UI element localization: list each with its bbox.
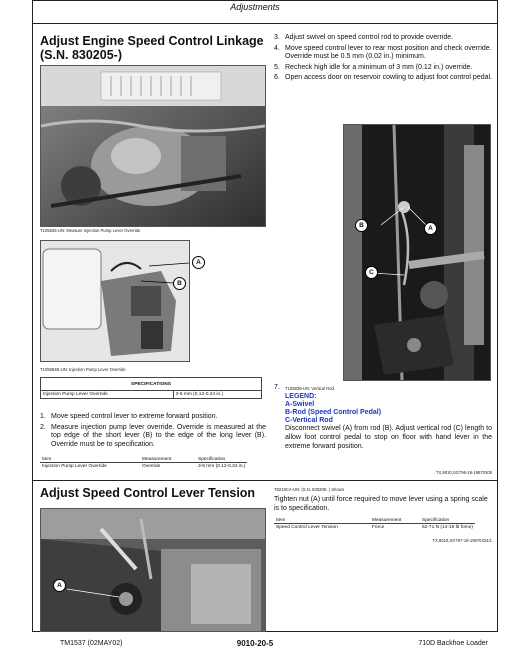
callout-c-photo3: C	[365, 266, 378, 279]
photo-speed-control-lever-art	[41, 509, 265, 631]
step-text: Open access door on reservoir cowling to adjust foot control pedal.	[285, 74, 493, 82]
list-item	[40, 413, 266, 422]
photo-injection-pump-override	[40, 240, 190, 362]
spec-box-item: Injection Pump Lever Override	[41, 391, 174, 399]
left-steps-list	[40, 413, 266, 451]
legend-item: A-Swivel	[285, 400, 315, 408]
left-mini-spec	[40, 456, 247, 469]
list-item	[40, 424, 266, 450]
footer-center: 9010-20-5	[236, 639, 274, 648]
step-text: Move speed control lever to extreme forward position.	[51, 413, 218, 420]
step-number: 6.	[274, 74, 280, 82]
list-item	[274, 64, 492, 73]
callout-a-section2: A	[53, 579, 66, 592]
section1-title-line2: (S.N. 830205-)	[40, 48, 122, 62]
callout-b-photo3: B	[355, 219, 368, 232]
mini-spec-item: Injection Pump Lever Override	[42, 463, 107, 469]
mini-spec-header-measurement: Measurement	[370, 517, 420, 524]
photo4-caption: T8219CA-UN: (S.N. 830205- ) Shown	[274, 487, 345, 492]
callout-b-photo2: B	[173, 277, 186, 290]
footer-left: TM1537 (02MAY02)	[60, 640, 123, 647]
section2-text: Tighten nut (A) until force required to move lever using a spring scale is to specification.	[274, 496, 488, 512]
header-title: Adjustments	[230, 2, 280, 12]
mini-spec-header-specification: Specification	[196, 456, 247, 463]
photo2-caption: T105964B-UN: Injection Pump Lever Override	[40, 367, 126, 372]
mini-spec-specification: 62-71 N (14-16 lb force)	[422, 524, 473, 530]
spec-box-value: 3-6 mm (0.12-0.24 in.)	[173, 391, 261, 399]
mini-spec-specification: 3-6 mm (0.12-0.24 in.)	[198, 463, 246, 469]
section1-title-line1: Adjust Engine Speed Control Linkage	[40, 34, 264, 48]
legend-item: C-Vertical Rod	[285, 417, 333, 425]
mini-spec-measurement: Force	[372, 524, 385, 530]
photo-measure-injection-pump	[40, 65, 266, 227]
section1-title	[40, 34, 270, 62]
photo-speed-control-lever	[40, 508, 266, 632]
step-number: 1.	[40, 413, 46, 420]
ref-code-section2: TX,9010,SG797-19-19970424/1	[432, 538, 492, 543]
mini-spec-header-item: Item	[40, 456, 140, 463]
mini-spec-header-item: Item	[274, 517, 370, 524]
photo-vertical-rod	[343, 124, 491, 381]
photo3-caption: T105836-UN: Vertical Rod	[285, 386, 334, 391]
step-number: 2.	[40, 423, 46, 431]
step7-block	[274, 384, 492, 451]
ref-code-section1: TX,9010,SG796-19-19970305	[435, 470, 492, 475]
legend-item: B-Rod (Speed Control Pedal)	[285, 409, 382, 416]
list-item	[274, 45, 492, 62]
right-steps-list	[274, 34, 492, 85]
callout-a-photo2: A	[192, 256, 205, 269]
step-text: Adjust swivel on speed control rod to provide override.	[285, 34, 454, 41]
right-mini-spec	[274, 517, 475, 530]
page-left-border	[32, 0, 33, 631]
photo-measure-injection-pump-art	[41, 66, 265, 226]
list-item	[274, 34, 492, 43]
footer-right: 710D Backhoe Loader	[418, 640, 488, 647]
step-number: 4.	[274, 44, 280, 52]
legend-title: LEGEND:	[285, 392, 317, 400]
photo1-caption: T105835-UN: Measure Injection Pump Lever Override	[40, 228, 141, 233]
section-divider	[32, 480, 498, 481]
step-text: Recheck high idle for a minimum of 3 mm (0.12 in.) override.	[285, 63, 473, 71]
page-right-border	[497, 0, 498, 631]
header-rule	[32, 23, 498, 24]
mini-spec-header-measurement: Measurement	[140, 456, 196, 463]
step-text: Move speed control lever to rear most position and check override. Override must be 0.5 mm (0.02 in.) minimum.	[285, 44, 492, 61]
spec-box-title: SPECIFICATIONS	[41, 378, 262, 391]
step-number: 7.	[274, 384, 280, 391]
photo-vertical-rod-art	[344, 125, 490, 380]
step-text: Measure injection pump lever override. Override is measured at the top edge of the short lever (B) to the edge of the long lever (B). Override must be to specification.	[51, 423, 266, 448]
mini-spec-header-specification: Specification	[420, 517, 475, 524]
spec-box	[40, 377, 262, 399]
step-number: 3.	[274, 34, 280, 41]
photo-injection-pump-override-art	[41, 241, 189, 361]
section2-title: Adjust Speed Control Lever Tension	[40, 486, 256, 500]
mini-spec-measurement: Override	[142, 463, 161, 469]
step-number: 5.	[274, 63, 280, 71]
list-item	[274, 74, 492, 83]
step7-text: Disconnect swivel (A) from rod (B). Adjust vertical rod (C) length to allow foot control pedal to stop on floor with hand lever in the extreme forward position.	[285, 425, 492, 450]
callout-a-photo3: A	[424, 222, 437, 235]
mini-spec-item: Speed Control Lever Tension	[276, 524, 338, 530]
page-top-border	[32, 0, 498, 1]
